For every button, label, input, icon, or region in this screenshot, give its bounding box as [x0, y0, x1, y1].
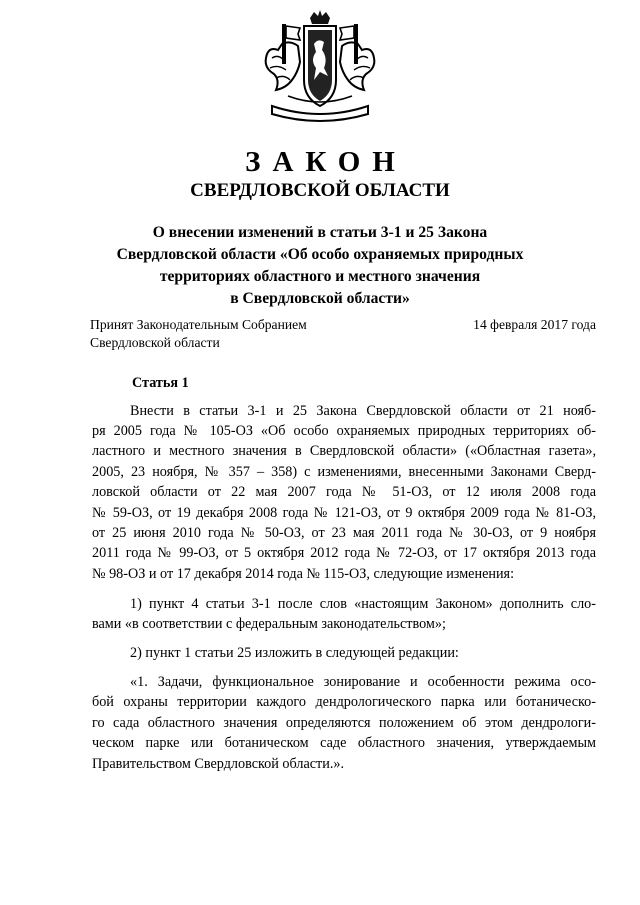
law-label: ЗАКОН	[245, 146, 407, 178]
paragraph-line: 2005, 23 ноября, № 357 – 358) с изменениями, внесенными Законами Сверд-	[92, 464, 596, 480]
item-line: вами «в соответствии с федеральным законодательством»;	[92, 616, 446, 632]
paragraph-line: 2011 года № 99-ОЗ, от 5 октября 2012 года № 72-ОЗ, от 17 октября 2013 года	[92, 545, 596, 561]
quote-line: ческом парке или ботаническом саде областного значения, утверждаемым	[92, 735, 596, 751]
item-line: 2) пункт 1 статьи 25 изложить в следующей редакции:	[130, 645, 459, 661]
paragraph-line: № 98-ОЗ и от 17 декабря 2014 года № 115-ОЗ, следующие изменения:	[92, 566, 515, 582]
adoption-date: 14 февраля 2017 года	[473, 317, 596, 332]
adoption-line: Свердловской области	[90, 335, 220, 350]
quote-line: Правительством Свердловской области.».	[92, 756, 345, 772]
adoption-body	[90, 316, 307, 352]
paragraph-line: ластного и местного значения в Свердловской области» («Областная газета»,	[92, 443, 596, 459]
coat-of-arms-emblem	[258, 10, 382, 128]
paragraph-line: № 59-ОЗ, от 19 декабря 2008 года № 121-ОЗ, от 9 октября 2009 года № 81-ОЗ,	[92, 505, 596, 521]
adoption-line: Принят Законодательным Собранием	[90, 317, 307, 332]
subject-line: территориях областного и местного значения	[159, 268, 481, 285]
law-subject	[90, 222, 550, 310]
quote-line: го сада областного значения определяются положением об этом дендрологи-	[92, 715, 596, 731]
paragraph-line: ловской области от 22 мая 2007 года № 51-ОЗ, от 12 июля 2008 года	[92, 484, 596, 500]
subject-line: О внесении изменений в статьи 3-1 и 25 Закона	[152, 224, 488, 241]
paragraph-line: от 25 июня 2010 года № 50-ОЗ, от 23 мая 2011 года № 30-ОЗ, от 9 ноября	[92, 525, 596, 541]
quote-line: бой охраны территории каждого дендрологического парка или ботаническо-	[92, 694, 596, 710]
subject-line: в Свердловской области»	[230, 290, 410, 307]
article-heading: Статья 1	[132, 375, 189, 391]
subject-line: Свердловской области «Об особо охраняемых природных	[116, 246, 524, 263]
paragraph-line: Внести в статьи 3-1 и 25 Закона Свердловской области от 21 нояб-	[130, 403, 596, 419]
region-title: СВЕРДЛОВСКОЙ ОБЛАСТИ	[190, 180, 450, 201]
quote-line: «1. Задачи, функциональное зонирование и особенности режима осо-	[130, 674, 596, 690]
paragraph-line: ря 2005 года № 105-ОЗ «Об особо охраняемых природных территориях об-	[92, 423, 596, 439]
item-line: 1) пункт 4 статьи 3-1 после слов «настоящим Законом» дополнить сло-	[130, 596, 596, 612]
